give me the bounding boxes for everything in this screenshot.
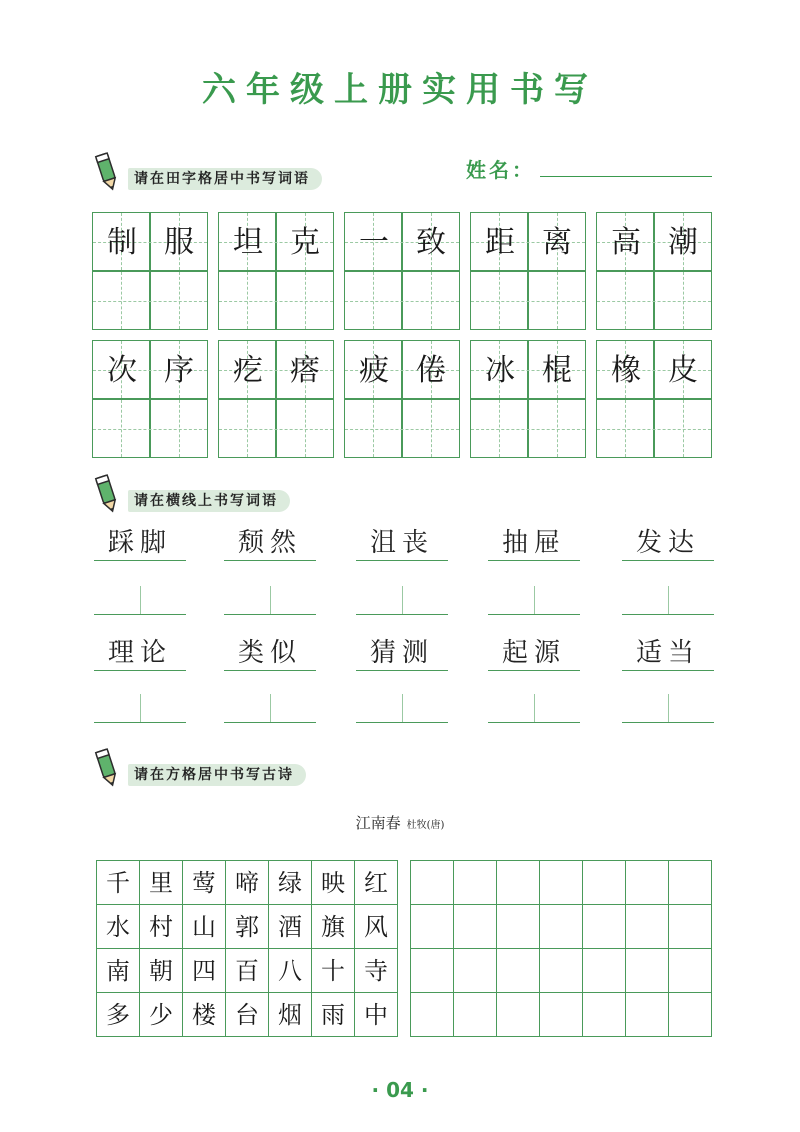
section3-label: 请在方格居中书写古诗 <box>128 764 306 786</box>
baseline <box>488 560 580 561</box>
practice-cell[interactable] <box>583 993 626 1037</box>
poem-character: 啼 <box>226 861 269 905</box>
poem-character: 千 <box>97 861 140 905</box>
practice-cell[interactable] <box>540 949 583 993</box>
center-mark <box>534 694 535 722</box>
baseline <box>622 670 714 671</box>
tianzige-word-box <box>470 340 586 458</box>
baseline <box>94 614 186 615</box>
practice-cell[interactable] <box>669 905 712 949</box>
model-character: 克 <box>290 225 320 260</box>
baseline <box>224 614 316 615</box>
model-character: 序 <box>164 353 194 388</box>
model-character: 橡 <box>611 353 641 388</box>
baseline <box>356 670 448 671</box>
name-input-line[interactable] <box>540 176 712 177</box>
baseline <box>488 722 580 723</box>
poem-character: 四 <box>183 949 226 993</box>
center-mark <box>668 694 669 722</box>
baseline <box>94 560 186 561</box>
model-character: 制 <box>107 225 137 260</box>
practice-cell[interactable] <box>411 993 454 1037</box>
pencil-icon <box>92 746 122 790</box>
tianzige-word-box <box>92 212 208 330</box>
guide-line <box>345 301 459 302</box>
practice-cell[interactable] <box>540 993 583 1037</box>
poem-character: 山 <box>183 905 226 949</box>
guide-line <box>93 301 207 302</box>
poem-character: 中 <box>355 993 398 1037</box>
practice-cell[interactable] <box>411 861 454 905</box>
model-character: 致 <box>416 225 446 260</box>
model-word: 踩脚 <box>107 528 172 558</box>
tianzige-word-box <box>218 212 334 330</box>
line-word <box>622 636 714 676</box>
guide-line <box>219 429 333 430</box>
practice-cell[interactable] <box>454 861 497 905</box>
line-word <box>224 636 316 676</box>
poem-character: 风 <box>355 905 398 949</box>
practice-cell[interactable] <box>583 905 626 949</box>
guide-line <box>93 429 207 430</box>
baseline <box>488 614 580 615</box>
poem-title: 江南春 <box>355 814 401 832</box>
poem-heading <box>0 812 800 833</box>
name-label: 姓名： <box>466 158 535 182</box>
model-character: 疲 <box>359 353 389 388</box>
model-character: 坦 <box>233 225 263 260</box>
practice-cell[interactable] <box>626 993 669 1037</box>
poem-character: 红 <box>355 861 398 905</box>
baseline <box>356 560 448 561</box>
model-word: 猜测 <box>369 638 434 668</box>
practice-cell[interactable] <box>411 905 454 949</box>
model-word: 发达 <box>635 528 700 558</box>
model-word: 起源 <box>501 638 566 668</box>
practice-line[interactable] <box>488 586 580 618</box>
poem-character: 绿 <box>269 861 312 905</box>
baseline <box>488 670 580 671</box>
poem-character: 朝 <box>140 949 183 993</box>
model-character: 皮 <box>668 353 698 388</box>
tianzige-word-box <box>344 212 460 330</box>
guide-line <box>219 301 333 302</box>
practice-cell[interactable] <box>454 949 497 993</box>
poem-character: 水 <box>97 905 140 949</box>
practice-cell[interactable] <box>497 993 540 1037</box>
line-word <box>94 636 186 676</box>
practice-cell[interactable] <box>497 861 540 905</box>
model-word: 抽屉 <box>501 528 566 558</box>
baseline <box>622 614 714 615</box>
poem-character: 莺 <box>183 861 226 905</box>
line-word <box>488 526 580 566</box>
baseline <box>224 722 316 723</box>
section1-label: 请在田字格居中书写词语 <box>128 168 322 190</box>
practice-line[interactable] <box>224 694 316 726</box>
center-mark <box>402 586 403 614</box>
baseline <box>356 614 448 615</box>
tianzige-word-box <box>218 340 334 458</box>
model-word: 理论 <box>107 638 172 668</box>
tianzige-word-box <box>596 340 712 458</box>
model-character: 棍 <box>542 353 572 388</box>
practice-cell[interactable] <box>669 861 712 905</box>
section2-label: 请在横线上书写词语 <box>128 490 290 512</box>
line-word <box>356 636 448 676</box>
baseline <box>224 560 316 561</box>
poem-character: 南 <box>97 949 140 993</box>
guide-line <box>471 301 585 302</box>
practice-line[interactable] <box>356 694 448 726</box>
model-character: 疙 <box>233 353 263 388</box>
model-character: 冰 <box>485 353 515 388</box>
poem-character: 郭 <box>226 905 269 949</box>
poem-character: 八 <box>269 949 312 993</box>
practice-cell[interactable] <box>669 949 712 993</box>
practice-line[interactable] <box>94 586 186 618</box>
practice-cell[interactable] <box>411 949 454 993</box>
poem-character: 里 <box>140 861 183 905</box>
model-character: 潮 <box>668 225 698 260</box>
model-character: 瘩 <box>290 353 320 388</box>
practice-cell[interactable] <box>540 905 583 949</box>
poem-character: 雨 <box>312 993 355 1037</box>
practice-cell[interactable] <box>497 905 540 949</box>
page-number: · 04 · <box>371 1078 429 1102</box>
center-mark <box>140 586 141 614</box>
practice-cell[interactable] <box>626 861 669 905</box>
baseline <box>224 670 316 671</box>
center-mark <box>668 586 669 614</box>
guide-line <box>345 429 459 430</box>
poem-character: 酒 <box>269 905 312 949</box>
line-word <box>488 636 580 676</box>
poem-character: 多 <box>97 993 140 1037</box>
poem-character: 楼 <box>183 993 226 1037</box>
line-word <box>356 526 448 566</box>
practice-cell[interactable] <box>583 861 626 905</box>
line-word <box>622 526 714 566</box>
tianzige-word-box <box>344 340 460 458</box>
practice-cell[interactable] <box>626 949 669 993</box>
model-character: 倦 <box>416 353 446 388</box>
center-mark <box>270 586 271 614</box>
baseline <box>622 722 714 723</box>
poem-author: 杜牧(唐) <box>406 820 445 831</box>
poem-practice-grid[interactable] <box>410 860 712 1037</box>
poem-character: 十 <box>312 949 355 993</box>
poem-character: 百 <box>226 949 269 993</box>
practice-cell[interactable] <box>497 949 540 993</box>
baseline <box>622 560 714 561</box>
practice-cell[interactable] <box>626 905 669 949</box>
model-word: 颓然 <box>237 528 302 558</box>
guide-line <box>597 429 711 430</box>
page-title: 六年级上册实用书写 <box>202 70 598 110</box>
practice-cell[interactable] <box>583 949 626 993</box>
poem-character: 映 <box>312 861 355 905</box>
practice-cell[interactable] <box>669 993 712 1037</box>
center-mark <box>534 586 535 614</box>
baseline <box>356 722 448 723</box>
pencil-icon <box>92 472 122 516</box>
model-character: 距 <box>485 225 515 260</box>
tianzige-word-box <box>92 340 208 458</box>
practice-line[interactable] <box>622 586 714 618</box>
tianzige-word-box <box>596 212 712 330</box>
practice-line[interactable] <box>488 694 580 726</box>
model-character: 高 <box>611 225 641 260</box>
model-character: 服 <box>164 225 194 260</box>
practice-line[interactable] <box>94 694 186 726</box>
model-word: 沮丧 <box>369 528 434 558</box>
model-character: 一 <box>359 225 389 260</box>
model-character: 离 <box>542 225 572 260</box>
guide-line <box>471 429 585 430</box>
baseline <box>94 670 186 671</box>
tianzige-word-box <box>470 212 586 330</box>
practice-line[interactable] <box>356 586 448 618</box>
practice-line[interactable] <box>224 586 316 618</box>
poem-character: 寺 <box>355 949 398 993</box>
poem-character: 烟 <box>269 993 312 1037</box>
poem-model-grid <box>96 860 398 1037</box>
poem-character: 台 <box>226 993 269 1037</box>
baseline <box>94 722 186 723</box>
center-mark <box>140 694 141 722</box>
poem-character: 村 <box>140 905 183 949</box>
model-word: 类似 <box>237 638 302 668</box>
line-word <box>224 526 316 566</box>
model-word: 适当 <box>635 638 700 668</box>
center-mark <box>402 694 403 722</box>
practice-cell[interactable] <box>540 861 583 905</box>
practice-cell[interactable] <box>454 993 497 1037</box>
center-mark <box>270 694 271 722</box>
poem-character: 旗 <box>312 905 355 949</box>
guide-line <box>597 301 711 302</box>
model-character: 次 <box>107 353 137 388</box>
practice-line[interactable] <box>622 694 714 726</box>
line-word <box>94 526 186 566</box>
poem-character: 少 <box>140 993 183 1037</box>
pencil-icon <box>92 150 122 194</box>
practice-cell[interactable] <box>454 905 497 949</box>
